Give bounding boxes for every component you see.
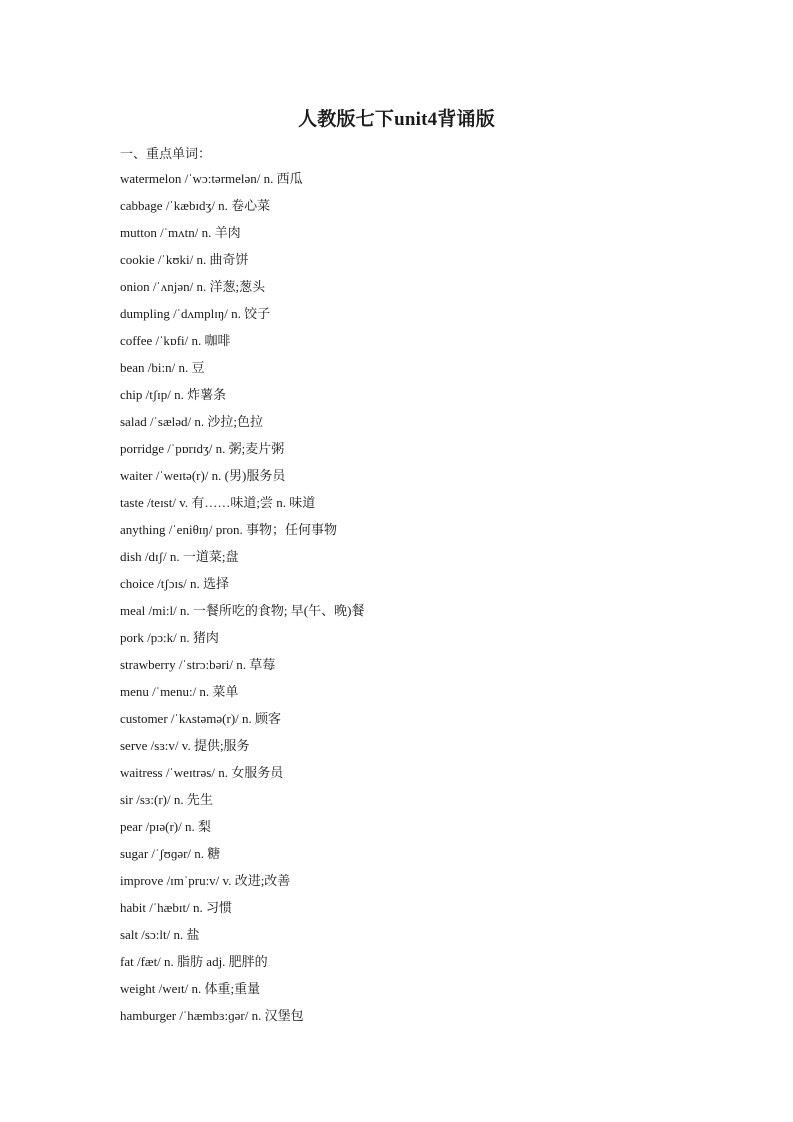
vocabulary-item: watermelon /ˈwɔ:tərmelən/ n. 西瓜: [120, 171, 303, 186]
vocabulary-item: waitress /ˈweɪtrəs/ n. 女服务员: [120, 765, 284, 780]
vocabulary-item: fat /fæt/ n. 脂肪 adj. 肥胖的: [120, 954, 268, 969]
vocabulary-item: improve /ɪmˈpru:v/ v. 改进;改善: [120, 873, 291, 888]
vocabulary-item: anything /ˈeniθɪŋ/ pron. 事物；任何事物: [120, 522, 338, 537]
vocabulary-item: choice /tʃɔɪs/ n. 选择: [120, 576, 230, 591]
vocabulary-item: coffee /ˈkɒfi/ n. 咖啡: [120, 333, 231, 348]
vocabulary-item: porridge /ˈpɒrɪdʒ/ n. 粥;麦片粥: [120, 441, 285, 456]
vocabulary-item: mutton /ˈmʌtn/ n. 羊肉: [120, 225, 241, 240]
vocabulary-item: customer /ˈkʌstəmə(r)/ n. 顾客: [120, 711, 282, 726]
vocabulary-item: salad /ˈsæləd/ n. 沙拉;色拉: [120, 414, 263, 429]
vocabulary-item: strawberry /ˈstrɔ:bəri/ n. 草莓: [120, 657, 276, 672]
vocabulary-item: meal /mi:l/ n. 一餐所吃的食物; 早(午、晚)餐: [120, 603, 365, 618]
vocabulary-item: bean /bi:n/ n. 豆: [120, 360, 205, 375]
vocabulary-item: onion /ˈʌnjən/ n. 洋葱;葱头: [120, 279, 266, 294]
vocabulary-item: serve /sɜ:v/ v. 提供;服务: [120, 738, 250, 753]
vocabulary-item: cabbage /ˈkæbɪdʒ/ n. 卷心菜: [120, 198, 271, 213]
vocabulary-item: hamburger /ˈhæmbɜ:ɡər/ n. 汉堡包: [120, 1008, 304, 1023]
vocabulary-item: chip /tʃɪp/ n. 炸薯条: [120, 387, 227, 402]
vocabulary-item: menu /ˈmenu:/ n. 菜单: [120, 684, 239, 699]
vocabulary-item: sir /sɜ:(r)/ n. 先生: [120, 792, 213, 807]
vocabulary-item: pear /pɪə(r)/ n. 梨: [120, 819, 211, 834]
vocabulary-item: pork /pɔ:k/ n. 猪肉: [120, 630, 219, 645]
vocabulary-item: dumpling /ˈdʌmplɪŋ/ n. 饺子: [120, 306, 271, 321]
vocabulary-list: [120, 170, 364, 1034]
vocabulary-item: sugar /ˈʃʊɡər/ n. 糖: [120, 846, 221, 861]
vocabulary-item: cookie /ˈkʊki/ n. 曲奇饼: [120, 252, 249, 267]
vocabulary-item: dish /dɪʃ/ n. 一道菜;盘: [120, 549, 239, 564]
vocabulary-item: weight /weɪt/ n. 体重;重量: [120, 981, 261, 996]
document-title: 人教版七下unit4背诵版: [298, 109, 495, 130]
vocabulary-item: waiter /ˈweɪtə(r)/ n. (男)服务员: [120, 468, 286, 483]
section-heading: 一、重点单词：: [120, 146, 212, 161]
vocabulary-item: salt /sɔ:lt/ n. 盐: [120, 927, 200, 942]
vocabulary-item: taste /teɪst/ v. 有……味道;尝 n. 味道: [120, 495, 316, 510]
vocabulary-item: habit /ˈhæbɪt/ n. 习惯: [120, 900, 232, 915]
